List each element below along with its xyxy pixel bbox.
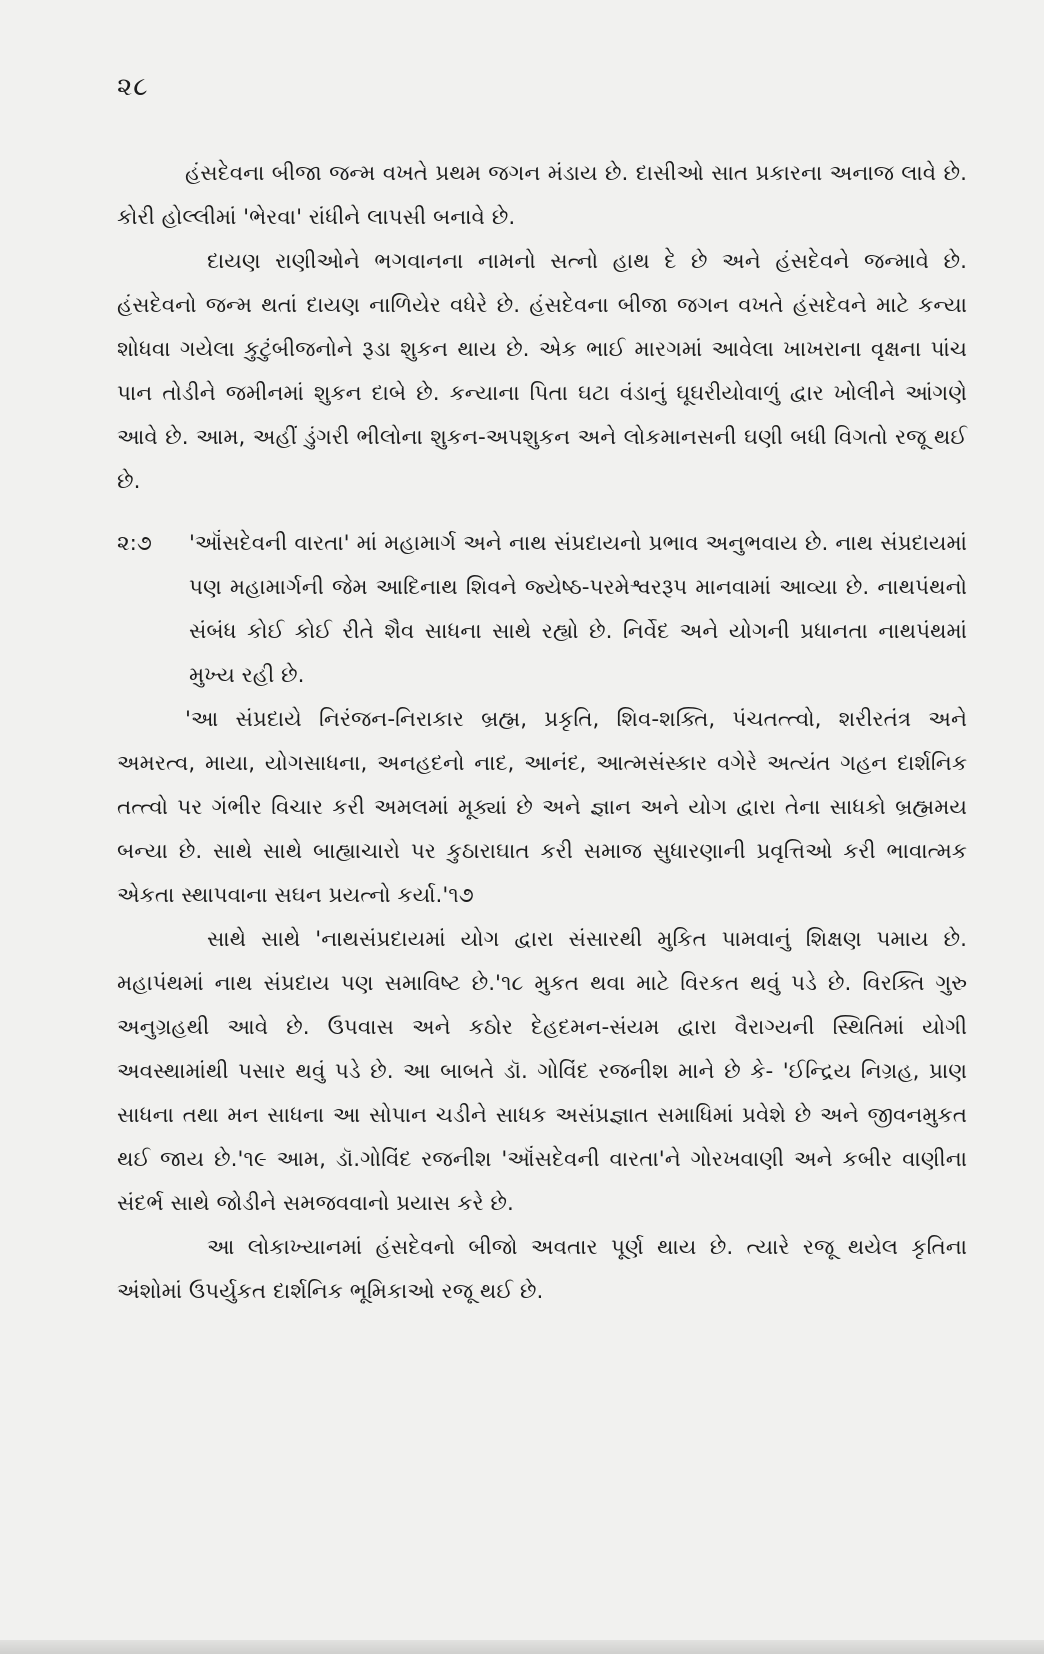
paragraph-4-quote: 'આ સંપ્રદાયે નિરંજન-નિરાકાર બ્રહ્મ, પ્રકૃતિ, શિવ-શક્તિ, પંચતત્ત્વો, શરીરતંત્ર અને અમરત્વ, માયા, યોગસાધના, અનહદનો નાદ, આનંદ, આત્મસંસ્કાર વગેરે અત્યંત ગહન દાર્શનિક તત્ત્વો પર ગંભીર વિચાર કરી અમલમાં મૂક્યાં છે અને જ્ઞાન અને યોગ દ્વારા તેના સાધકો બ્રહ્મમય બન્યા છે. સાથે સાથે બાહ્યાચારો પર કુઠારાઘાત કરી સમાજ સુધારણાની પ્રવૃત્તિઓ કરી ભાવાત્મક એકતા સ્થાપવાના સઘન પ્રયત્નો કર્યા.'૧૭ [117,707,967,908]
paragraph-2: દાયણ રાણીઓને ભગવાનના નામનો સત્નો હાથ દે છે અને હંસદેવને જન્માવે છે. હંસદેવનો જન્મ થતાં દાયણ નાળિયેર વધેરે છે. હંસદેવના બીજા જગન વખતે હંસદેવને માટે કન્યા શોધવા ગયેલા કુટુંબીજનોને રૂડા શુકન થાય છે. એક ભાઈ મારગમાં આવેલા ખાખરાના વૃક્ષના પાંચ પાન તોડીને જમીનમાં શુકન દાબે છે. કન્યાના પિતા ઘટા વંડાનું ઘૂઘરીયોવાળું દ્વાર ખોલીને આંગણે આવે છે. આમ, અહીં ડુંગરી ભીલોના શુકન-અપશુકન અને લોકમાનસની ઘણી બધી વિગતો રજૂ થઈ છે. [117,249,967,494]
numbered-paragraph [117,522,967,698]
paragraph-1: હંસદેવના બીજા જન્મ વખતે પ્રથમ જગન મંડાય છે. દાસીઓ સાત પ્રકારના અનાજ લાવે છે. કોરી હોલ્લીમાં 'ભેરવા' રાંધીને લાપસી બનાવે છે. [117,161,967,230]
page-number: ૨૮ [117,72,149,102]
paragraph-5: સાથે સાથે 'નાથસંપ્રદાયમાં યોગ દ્વારા સંસારથી મુકિત પામવાનું શિક્ષણ પમાય છે. મહાપંથમાં નાથ સંપ્રદાય પણ સમાવિષ્ટ છે.'૧૮ મુકત થવા માટે વિરકત થવું પડે છે. વિરક્તિ ગુરુ અનુગ્રહથી આવે છે. ઉપવાસ અને કઠોર દેહદમન-સંયમ દ્વારા વૈરાગ્યની સ્થિતિમાં યોગી અવસ્થામાંથી પસાર થવું પડે છે. આ બાબતે ડૉ. ગોવિંદ રજનીશ માને છે કે- 'ઈન્દ્રિય નિગ્રહ, પ્રાણ સાધના તથા મન સાધના આ સોપાન ચડીને સાધક અસંપ્રજ્ઞાત સમાધિમાં પ્રવેશે છે અને જીવનમુકત થઈ જાય છે.'૧૯ આમ, ડૉ.ગોવિંદ રજનીશ 'ઑંસદેવની વારતા'ને ગોરખવાણી અને કબીર વાણીના સંદર્ભ સાથે જોડીને સમજવવાનો પ્રયાસ કરે છે. [117,927,967,1216]
body-text [117,152,967,1314]
paragraph-6: આ લોકાખ્યાનમાં હંસદેવનો બીજો અવતાર પૂર્ણ થાય છે. ત્યારે રજૂ થયેલ કૃતિના અંશોમાં ઉપર્યુકત દાર્શનિક ભૂમિકાઓ રજૂ થઈ છે. [117,1235,967,1304]
paragraph-3: 'ઑંસદેવની વારતા' માં મહામાર્ગ અને નાથ સંપ્રદાયનો પ્રભાવ અનુભવાય છે. નાથ સંપ્રદાયમાં પણ મહામાર્ગની જેમ આદિનાથ શિવને જ્યેષ્ઠ-પરમેશ્વરરૂપ માનવામાં આવ્યા છે. નાથપંથનો સંબંધ કોઈ કોઈ રીતે શૈવ સાધના સાથે રહ્યો છે. નિર્વેદ અને યોગની પ્રધાનતા નાથપંથમાં મુખ્ય રહી છે. [189,531,967,688]
section-number: ૨:૭ [117,531,152,556]
